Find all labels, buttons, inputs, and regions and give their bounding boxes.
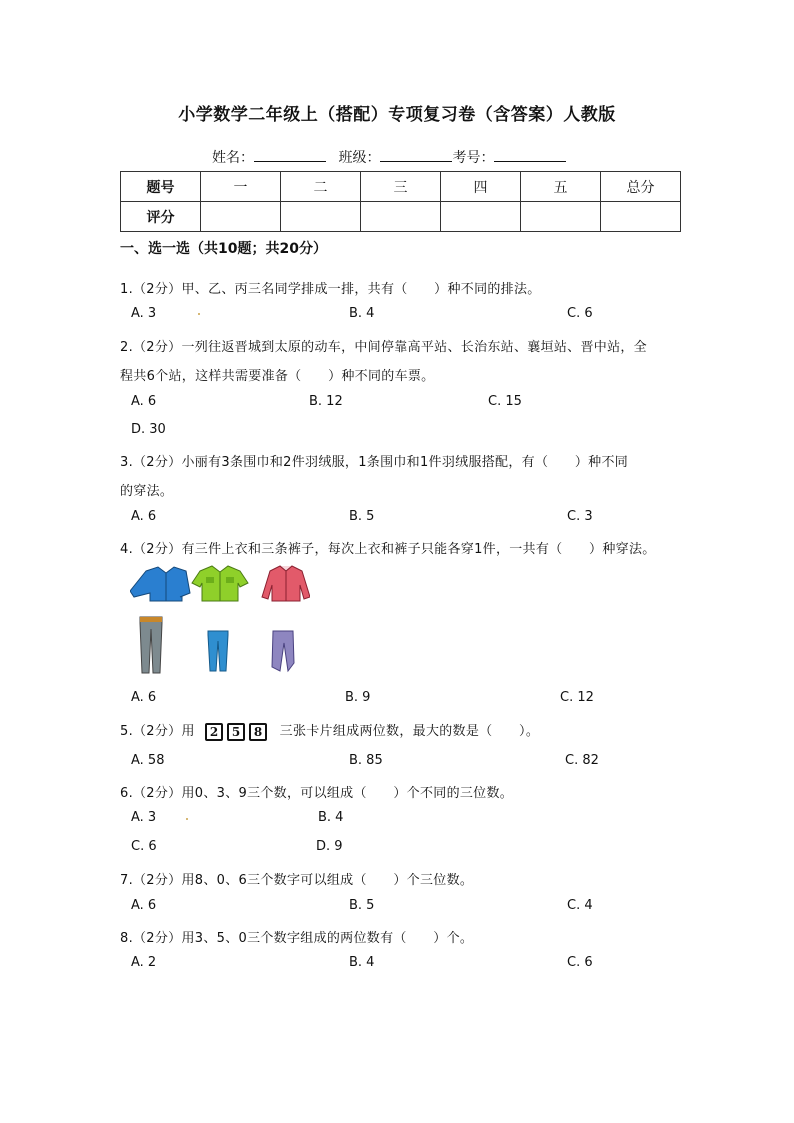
name-blank	[254, 147, 326, 162]
number-card-5: 5	[227, 723, 245, 741]
score-table-header-row	[121, 172, 681, 202]
question-1-option-b: B. 4	[349, 306, 375, 321]
question-4-option-c: C. 12	[560, 690, 594, 705]
score-col-2: 二	[281, 172, 361, 202]
question-3-option-b: B. 5	[349, 509, 375, 524]
question-2-option-d: D. 30	[131, 422, 166, 437]
question-6-option-d: D. 9	[316, 839, 343, 854]
question-1-option-a: A. 3	[131, 306, 157, 321]
score-cell-2	[281, 202, 361, 232]
score-table-row-label: 评分	[121, 202, 201, 232]
section-title: 一、选一选（共10题；共20分）	[120, 241, 327, 257]
question-5-option-a: A. 58	[131, 753, 165, 768]
question-3-line-1: 3.（2分）小丽有3条围巾和2件羽绒服，1条围巾和1件羽绒服搭配，有（ ）种不同	[120, 455, 629, 470]
class-label: 班级：	[338, 150, 381, 166]
score-cell-4	[441, 202, 521, 232]
score-cell-3	[361, 202, 441, 232]
question-3-line-2: 的穿法。	[120, 484, 174, 499]
red-jacket-icon	[262, 566, 310, 601]
score-col-1: 一	[201, 172, 281, 202]
question-6-option-b: B. 4	[318, 810, 344, 825]
purple-pants-icon	[272, 631, 294, 671]
score-col-3: 三	[361, 172, 441, 202]
question-7: 7.（2分）用8、0、6三个数字可以组成（ ）个三位数。	[120, 873, 474, 888]
page-title: 小学数学二年级上（搭配）专项复习卷（含答案）人教版	[178, 105, 616, 125]
score-col-4: 四	[441, 172, 521, 202]
score-table	[120, 171, 681, 232]
question-2-line-2: 程共6个站，这样共需要准备（ ）种不同的车票。	[120, 369, 435, 384]
question-5-option-c: C. 82	[565, 753, 599, 768]
question-2-option-a: A. 6	[131, 394, 157, 409]
question-3-option-c: C. 3	[567, 509, 593, 524]
question-3-option-a: A. 6	[131, 509, 157, 524]
question-8-option-c: C. 6	[567, 955, 593, 970]
stray-dot	[186, 818, 188, 820]
question-5	[120, 720, 539, 741]
question-8-option-a: A. 2	[131, 955, 157, 970]
question-4-option-b: B. 9	[345, 690, 371, 705]
question-6: 6.（2分）用0、3、9三个数，可以组成（ ）个不同的三位数。	[120, 786, 514, 801]
number-card-8: 8	[249, 723, 267, 741]
exam-no-label: 考号：	[452, 150, 495, 166]
question-8-option-b: B. 4	[349, 955, 375, 970]
green-shirt-icon	[192, 566, 248, 601]
clothes-illustration	[130, 563, 310, 678]
question-8: 8.（2分）用3、5、0三个数字组成的两位数有（ ）个。	[120, 931, 474, 946]
score-table-score-row	[121, 202, 681, 232]
question-5-option-b: B. 85	[349, 753, 383, 768]
number-card-2: 2	[205, 723, 223, 741]
question-4: 4.（2分）有三件上衣和三条裤子，每次上衣和裤子只能各穿1件，一共有（ ）种穿法。	[120, 542, 656, 557]
question-5-prefix: 5.（2分）用	[120, 724, 195, 739]
class-blank	[380, 147, 452, 162]
question-2-option-c: C. 15	[488, 394, 522, 409]
question-6-option-a: A. 3	[131, 810, 157, 825]
question-1: 1.（2分）甲、乙、丙三名同学排成一排，共有（ ）种不同的排法。	[120, 282, 541, 297]
question-7-option-a: A. 6	[131, 898, 157, 913]
name-label: 姓名：	[212, 150, 254, 166]
question-5-suffix: 三张卡片组成两位数，最大的数是（ ）。	[279, 724, 540, 739]
score-col-5: 五	[521, 172, 601, 202]
score-table-header-label: 题号	[121, 172, 201, 202]
stray-dot	[198, 313, 200, 315]
exam-no-blank	[494, 147, 566, 162]
score-col-total: 总分	[601, 172, 681, 202]
score-cell-1	[201, 202, 281, 232]
number-cards	[205, 723, 271, 741]
question-6-option-c: C. 6	[131, 839, 157, 854]
gray-pants-icon	[140, 617, 162, 673]
score-cell-total	[601, 202, 681, 232]
score-cell-5	[521, 202, 601, 232]
question-4-option-a: A. 6	[131, 690, 157, 705]
question-2-line-1: 2.（2分）一列往返晋城到太原的动车，中间停靠高平站、长治东站、襄垣站、晋中站，全	[120, 340, 647, 355]
blue-pants-icon	[208, 631, 228, 671]
student-info-line	[212, 147, 566, 167]
question-7-option-c: C. 4	[567, 898, 593, 913]
blue-jacket-icon	[130, 567, 190, 601]
question-1-option-c: C. 6	[567, 306, 593, 321]
question-7-option-b: B. 5	[349, 898, 375, 913]
question-2-option-b: B. 12	[309, 394, 343, 409]
